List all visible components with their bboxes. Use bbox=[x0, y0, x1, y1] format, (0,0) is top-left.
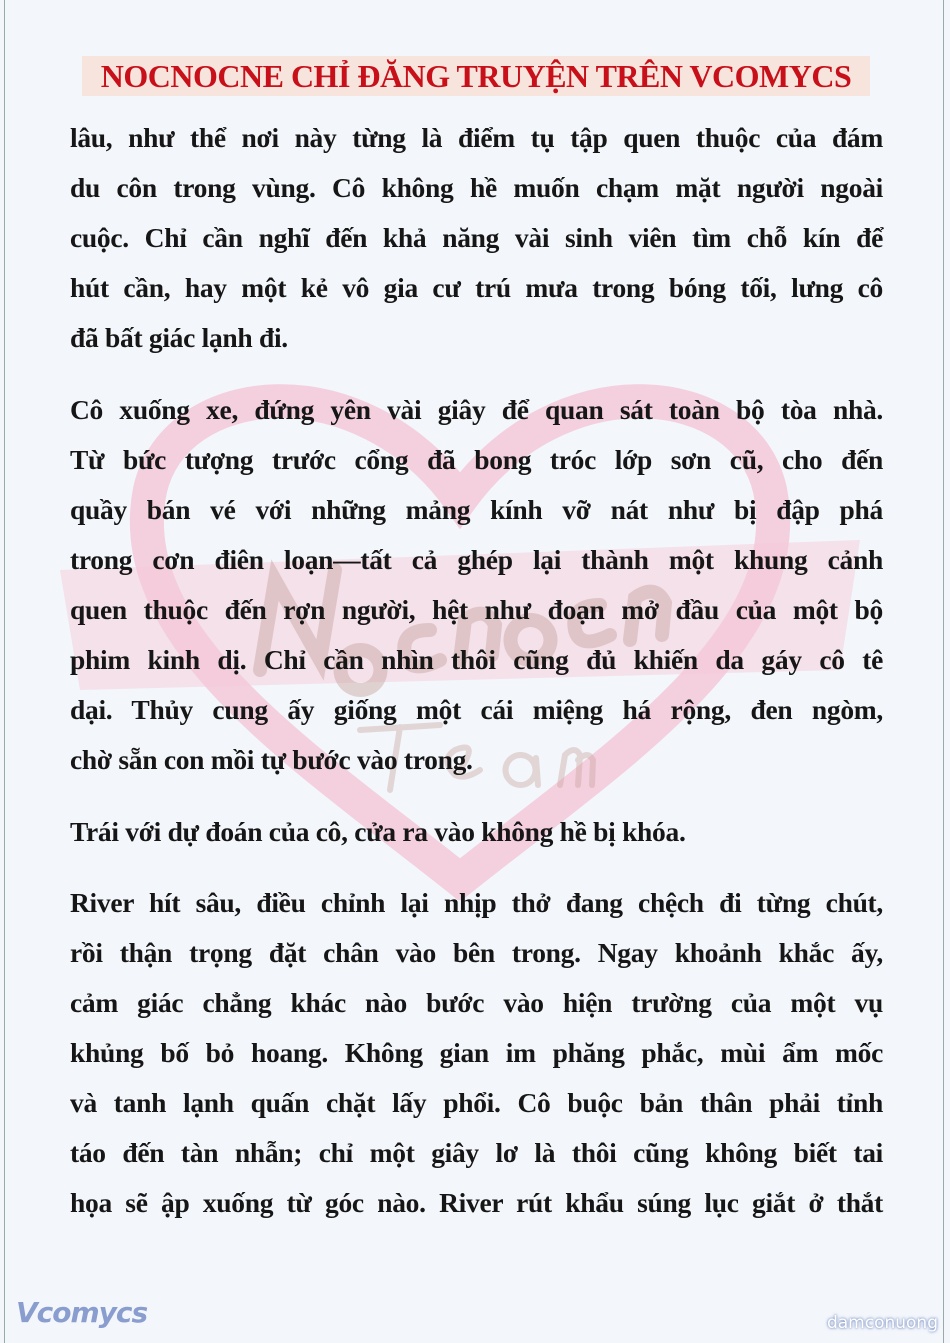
paragraph-4 bbox=[70, 878, 883, 1228]
text-line: Trái với dự đoán của cô, cửa ra vào không hề bị khóa. bbox=[70, 816, 686, 847]
text-line: phim kinh dị. Chỉ cần nhìn thôi cũng đủ khiến da gáy cô tê bbox=[70, 644, 883, 675]
text-line: cảm giác chẳng khác nào bước vào hiện trường của một vụ bbox=[70, 987, 883, 1018]
text-line: cuộc. Chỉ cần nghĩ đến khả năng vài sinh viên tìm chỗ kín để bbox=[70, 222, 883, 253]
text-line: đã bất giác lạnh đi. bbox=[70, 322, 288, 353]
text-line: và tanh lạnh quấn chặt lấy phổi. Cô buộc bản thân phải tỉnh bbox=[70, 1087, 883, 1118]
header-banner bbox=[82, 56, 870, 96]
paragraph-2 bbox=[70, 385, 883, 785]
paragraph-1 bbox=[70, 113, 883, 363]
text-line: quen thuộc đến rợn người, hệt như đoạn mở đầu của một bộ bbox=[70, 594, 883, 625]
credit-watermark: damconuong bbox=[826, 1313, 938, 1333]
vcomycs-logo: Vcomycs bbox=[16, 1296, 148, 1329]
text-line: lâu, như thể nơi này từng là điểm tụ tập quen thuộc của đám bbox=[70, 122, 883, 153]
text-line: River hít sâu, điều chỉnh lại nhịp thở đang chệch đi từng chút, bbox=[70, 887, 883, 918]
text-line: Từ bức tượng trước cổng đã bong tróc lớp sơn cũ, cho đến bbox=[70, 444, 883, 475]
text-line: Cô xuống xe, đứng yên vài giây để quan sát toàn bộ tòa nhà. bbox=[70, 394, 883, 425]
text-line: rồi thận trọng đặt chân vào bên trong. Ngay khoảnh khắc ấy, bbox=[70, 937, 883, 968]
text-line: chờ sẵn con mồi tự bước vào trong. bbox=[70, 744, 473, 775]
text-line: hút cần, hay một kẻ vô gia cư trú mưa trong bóng tối, lưng cô bbox=[70, 272, 883, 303]
text-line: quầy bán vé với những mảng kính vỡ nát như bị đập phá bbox=[70, 494, 883, 525]
paragraph-3 bbox=[70, 807, 883, 857]
text-line: khủng bố bỏ hoang. Không gian im phăng phắc, mùi ẩm mốc bbox=[70, 1037, 883, 1068]
text-line: táo đến tàn nhẫn; chỉ một giây lơ là thôi cũng không biết tai bbox=[70, 1137, 883, 1168]
text-line: du côn trong vùng. Cô không hề muốn chạm mặt người ngoài bbox=[70, 172, 883, 203]
banner-text: NOCNOCNE CHỈ ĐĂNG TRUYỆN TRÊN VCOMYCS bbox=[100, 58, 852, 94]
text-line: dại. Thủy cung ấy giống một cái miệng há rộng, đen ngòm, bbox=[70, 694, 883, 725]
text-line: trong cơn điên loạn—tất cả ghép lại thành một khung cảnh bbox=[70, 544, 883, 575]
text-line: họa sẽ ập xuống từ góc nào. River rút khẩu súng lục giắt ở thắt bbox=[70, 1187, 883, 1218]
